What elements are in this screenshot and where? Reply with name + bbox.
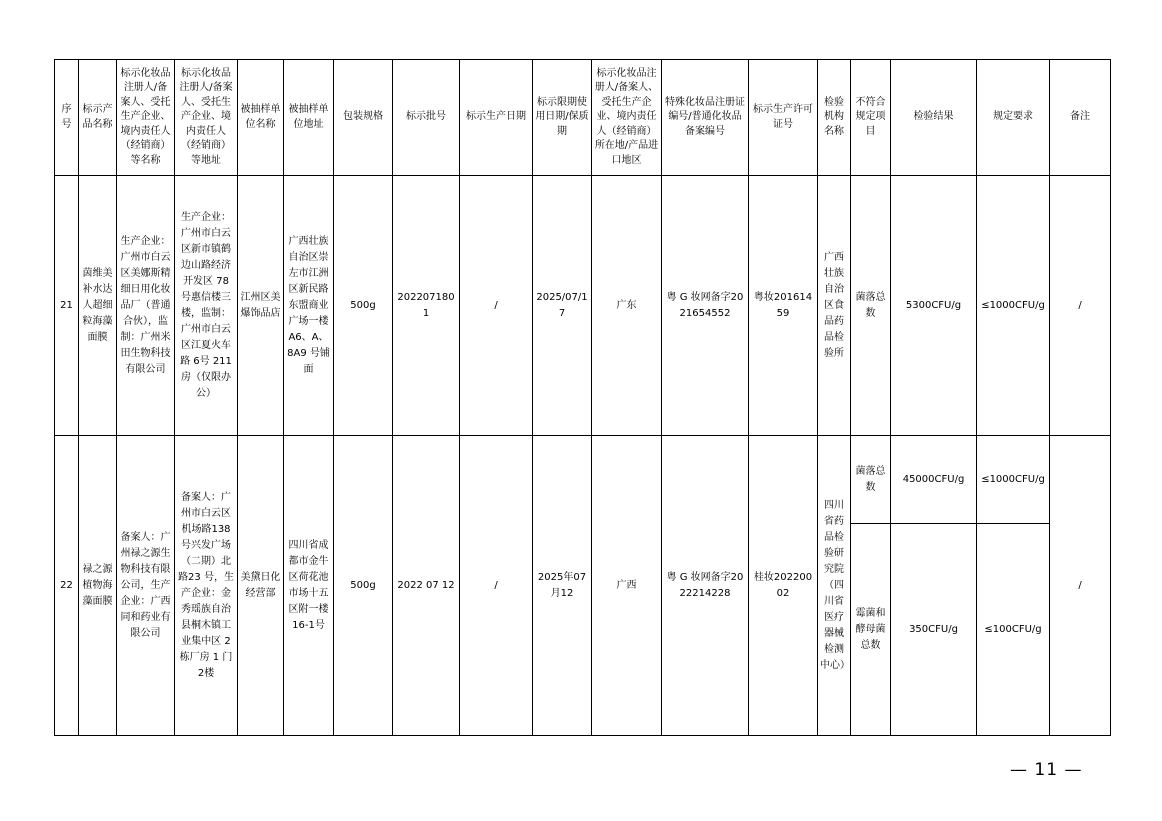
sampling-results-table xyxy=(54,59,1111,736)
cell-registrant-name: 生产企业：广州市白云区美娜斯精细日用化妆品厂（普通合伙），监制：广州米田生物科技有限公司 xyxy=(117,176,175,436)
header-registrant-name: 标示化妆品注册人/备案人、受托生产企业、境内责任人（经销商）等名称 xyxy=(117,60,175,176)
page-number: — 11 — xyxy=(1010,760,1083,780)
cell-lab: 广西壮族自治区食品药品检验所 xyxy=(818,176,851,436)
cell-production-date: / xyxy=(460,176,533,436)
cell-product-name: 茵维美补水达人超细粒海藻面膜 xyxy=(79,176,117,436)
header-lab: 检验机构名称 xyxy=(818,60,851,176)
cell-origin: 广东 xyxy=(592,176,662,436)
cell-seq: 22 xyxy=(55,436,79,736)
cell-special-reg-no: 粤 G 妆网备字2021654552 xyxy=(662,176,749,436)
cell-remark: / xyxy=(1050,436,1111,736)
cell-batch-no: 2022071801 xyxy=(393,176,460,436)
cell-sampled-unit-name: 江州区美爆饰品店 xyxy=(238,176,284,436)
cell-nonconform-item: 菌落总数 xyxy=(851,436,891,524)
header-production-date: 标示生产日期 xyxy=(460,60,533,176)
cell-requirement: ≤1000CFU/g xyxy=(977,176,1050,436)
header-expiry: 标示限期使用日期/保质期 xyxy=(533,60,592,176)
header-origin: 标示化妆品注册人/备案人、受托生产企业、境内责任人（经销商）所在地/产品进口地区 xyxy=(592,60,662,176)
cell-batch-no: 2022 07 12 xyxy=(393,436,460,736)
table-row xyxy=(55,436,1111,524)
cell-seq: 21 xyxy=(55,176,79,436)
cell-sampled-unit-address: 广西壮族自治区崇左市江洲区新民路东盟商业广场一楼A6、A、8A9 号铺面 xyxy=(284,176,334,436)
cell-requirement: ≤1000CFU/g xyxy=(977,436,1050,524)
cell-result: 45000CFU/g xyxy=(891,436,977,524)
cell-special-reg-no: 粤 G 妆网备字2022214228 xyxy=(662,436,749,736)
cell-license-no: 粤妆20161459 xyxy=(749,176,818,436)
header-license-no: 标示生产许可证号 xyxy=(749,60,818,176)
header-sampled-unit-name: 被抽样单位名称 xyxy=(238,60,284,176)
header-sampled-unit-address: 被抽样单位地址 xyxy=(284,60,334,176)
cell-license-no: 桂妆20220002 xyxy=(749,436,818,736)
header-registrant-address: 标示化妆品注册人/备案人、受托生产企业、境内责任人（经销商）等地址 xyxy=(175,60,238,176)
cell-package-spec: 500g xyxy=(334,176,393,436)
table-row xyxy=(55,176,1111,436)
cell-production-date: / xyxy=(460,436,533,736)
cell-lab: 四川省药品检验研究院（四川省医疗器械检测中心） xyxy=(818,436,851,736)
cell-expiry: 2025/07/17 xyxy=(533,176,592,436)
header-special-reg-no: 特殊化妆品注册证编号/普通化妆品备案编号 xyxy=(662,60,749,176)
cell-expiry: 2025年07月12 xyxy=(533,436,592,736)
header-remark: 备注 xyxy=(1050,60,1111,176)
cell-registrant-address: 生产企业：广州市白云区新市镇鹤边山路经济开发区 78 号惠信楼三楼，监制：广州市白云区江夏火车路 6号 211 房（仅限办公） xyxy=(175,176,238,436)
cell-origin: 广西 xyxy=(592,436,662,736)
header-seq: 序号 xyxy=(55,60,79,176)
cell-registrant-name: 备案人：广州禄之源生物科技有限公司，生产企业：广西同和药业有限公司 xyxy=(117,436,175,736)
cell-registrant-address: 备案人：广州市白云区机场路138 号兴发广场（二期）北路23 号，生产企业：金秀瑶族自治县桐木镇工业集中区 2 栋厂房 1 门2楼 xyxy=(175,436,238,736)
header-package-spec: 包装规格 xyxy=(334,60,393,176)
cell-sampled-unit-address: 四川省成都市金牛区荷花池市场十五区附一楼16-1号 xyxy=(284,436,334,736)
cell-sampled-unit-name: 美黛日化经营部 xyxy=(238,436,284,736)
cell-nonconform-item: 霉菌和酵母菌总数 xyxy=(851,524,891,736)
cell-remark: / xyxy=(1050,176,1111,436)
header-requirement: 规定要求 xyxy=(977,60,1050,176)
cell-nonconform-item: 菌落总数 xyxy=(851,176,891,436)
cell-requirement: ≤100CFU/g xyxy=(977,524,1050,736)
header-result: 检验结果 xyxy=(891,60,977,176)
header-batch-no: 标示批号 xyxy=(393,60,460,176)
header-product-name: 标示产品名称 xyxy=(79,60,117,176)
header-nonconform-item: 不符合规定项目 xyxy=(851,60,891,176)
cell-product-name: 禄之源植物海藻面膜 xyxy=(79,436,117,736)
cell-package-spec: 500g xyxy=(334,436,393,736)
header-row xyxy=(55,60,1111,176)
cell-result: 5300CFU/g xyxy=(891,176,977,436)
cell-result: 350CFU/g xyxy=(891,524,977,736)
